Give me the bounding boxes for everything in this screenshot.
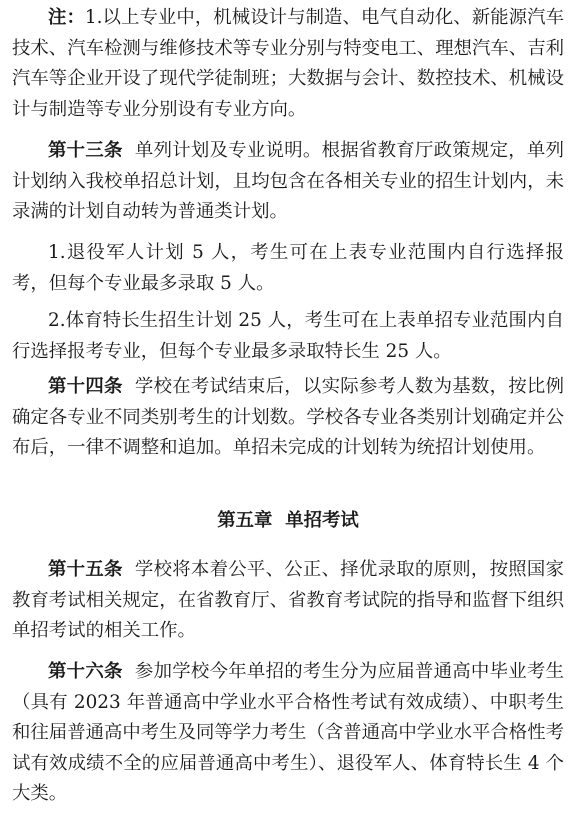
note-paragraph [12, 3, 564, 125]
article-14-label: 第十四条 [48, 376, 123, 397]
article-15-text: 学校将本着公平、公正、择优录取的原则，按照国家教育考试相关规定，在省教育厅、省教育考试院的指导和监督下组织单招考试的相关工作。 [12, 559, 564, 642]
article-13-item-1: 1.退役军人计划 5 人，考生可在上表专业范围内自行选择报考，但每个专业最多录取 5 人。 [12, 242, 564, 294]
article-16-paragraph [12, 657, 564, 810]
article-13-item-2: 2.体育特长生招生计划 25 人，考生可在上表单招专业范围内自行选择报考专业，但每个专业最多录取特长生 25 人。 [12, 310, 564, 362]
article-13-text: 单列计划及专业说明。根据省教育厅政策规定，单列计划纳入我校单招总计划，且均包含在各相关专业的招生计划内，未录满的计划自动转为普通类计划。 [12, 140, 564, 223]
article-16-label: 第十六条 [48, 661, 123, 682]
note-text: 1.以上专业中，机械设计与制造、电气自动化、新能源汽车技术、汽车检测与维修技术等专业分别与特变电工、理想汽车、吉利汽车等企业开设了现代学徒制班；大数据与会计、数控技术、机械设计与制造等专业分别设有专业方向。 [12, 7, 564, 120]
article-14-paragraph [12, 372, 564, 464]
article-15-paragraph [12, 555, 564, 647]
article-16-text: 参加学校今年单招的考生分为应届普通高中毕业考生（具有 2023 年普通高中学业水平合格性考试有效成绩）、中职考生和往届普通高中考生及同等学力考生（含普通高中学业水平合格性考试有效成绩不全的应届普通高中考生）、退役军人、体育特长生 4 个大类。 [12, 661, 564, 805]
note-label: 注： [48, 7, 85, 28]
article-15-label: 第十五条 [48, 559, 123, 580]
article-13-label: 第十三条 [48, 140, 123, 161]
article-14-text: 学校在考试结束后，以实际参考人数为基数，按比例确定各专业不同类别考生的计划数。学校各专业各类别计划确定并公布后，一律不调整和追加。单招未完成的计划转为统招计划使用。 [12, 376, 564, 459]
article-13-paragraph [12, 136, 564, 228]
chapter-title: 第五章 单招考试 [217, 510, 359, 531]
